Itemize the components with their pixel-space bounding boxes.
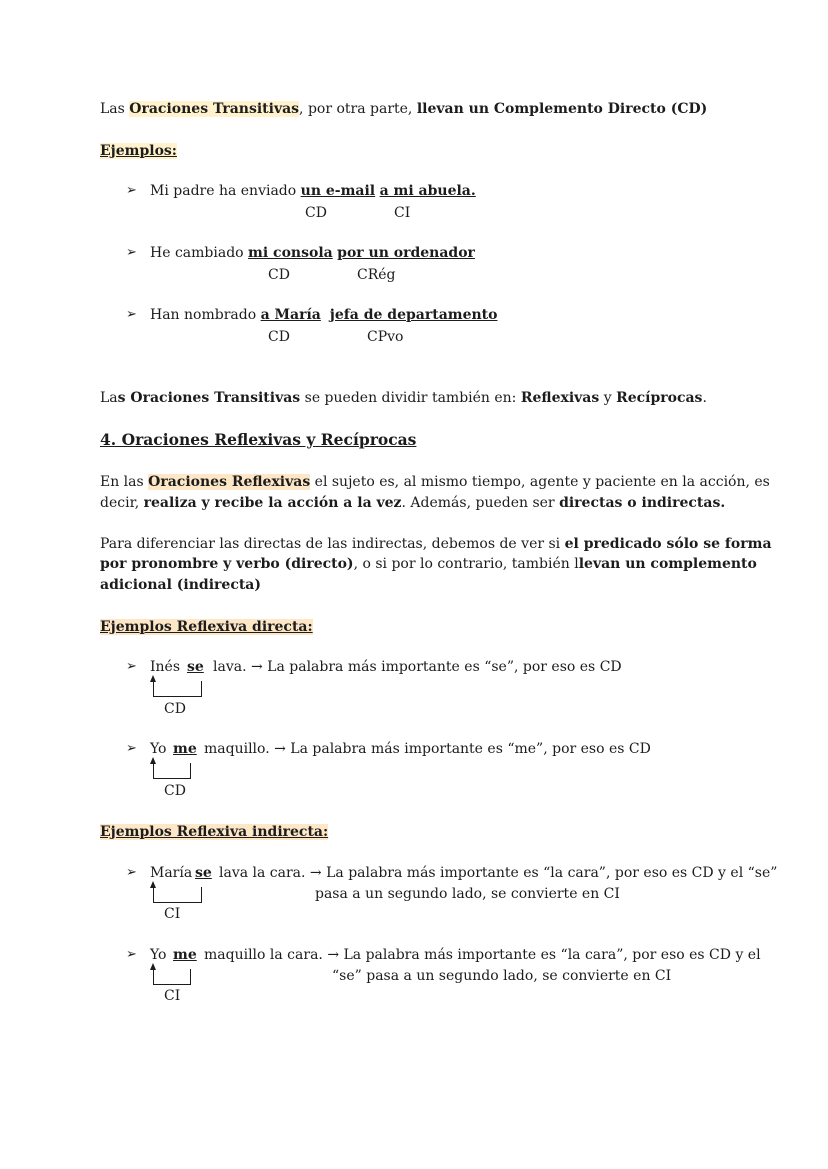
separator bbox=[321, 307, 330, 323]
arrow-up-icon bbox=[150, 675, 156, 682]
complement-b: por un ordenador bbox=[337, 245, 475, 261]
bracket-connector bbox=[153, 887, 202, 903]
arrow-up-icon bbox=[150, 881, 156, 888]
para-emphasis: el predicado sólo se forma bbox=[564, 536, 772, 552]
explanation: maquillo la cara. → La palabra más importante es “la cara”, por eso es CD y el bbox=[204, 947, 761, 963]
para-term: Oraciones Reflexivas bbox=[148, 474, 311, 490]
pronoun: se bbox=[195, 865, 212, 881]
pronoun: se bbox=[187, 659, 204, 675]
para-emphasis: por pronombre y verbo (directo) bbox=[100, 556, 354, 572]
reflexivas-line-1 bbox=[100, 472, 770, 492]
explanation-continued: “se” pasa a un segundo lado, se convierte en CI bbox=[332, 968, 672, 984]
para-emphasis: directas o indirectas. bbox=[559, 495, 726, 511]
arrow-up-icon bbox=[150, 757, 156, 764]
pronoun: me bbox=[173, 741, 197, 757]
para-emphasis: adicional (indirecta) bbox=[100, 577, 261, 593]
explanation: lava. → La palabra más importante es “se”, por eso es CD bbox=[213, 659, 622, 675]
subject: Yo bbox=[150, 741, 167, 757]
division-term: s Oraciones Transitivas bbox=[117, 390, 301, 406]
bullet-icon: ➢ bbox=[126, 659, 137, 674]
label-creg: CRég bbox=[357, 267, 396, 283]
label-cd: CD bbox=[164, 783, 186, 799]
division-text: y bbox=[599, 390, 617, 406]
division-reciprocas: Recíprocas bbox=[616, 390, 703, 406]
division-text: . bbox=[702, 390, 707, 406]
subject: Yo bbox=[150, 947, 167, 963]
intro-term: Oraciones Transitivas bbox=[129, 101, 300, 117]
complement-a: un e-mail bbox=[300, 183, 376, 199]
bullet-icon: ➢ bbox=[126, 947, 137, 962]
diferenciar-line-1 bbox=[100, 534, 772, 554]
para-text: , o si por lo contrario, también l bbox=[353, 556, 579, 572]
intro-text: Las bbox=[100, 101, 130, 117]
directa-heading-wrap bbox=[100, 617, 313, 637]
bracket-connector bbox=[153, 763, 191, 779]
label-cd: CD bbox=[164, 701, 186, 717]
example-text: He cambiado bbox=[150, 245, 249, 261]
intro-paragraph bbox=[100, 99, 707, 119]
subject: Inés bbox=[150, 659, 181, 675]
explanation-continued: pasa a un segundo lado, se convierte en CI bbox=[315, 886, 620, 902]
label-cd: CD bbox=[268, 267, 290, 283]
label-cd: CD bbox=[268, 329, 290, 345]
example-text: Han nombrado bbox=[150, 307, 261, 323]
para-text: Para diferenciar las directas de las indirectas, debemos de ver si bbox=[100, 536, 565, 552]
division-paragraph bbox=[100, 388, 707, 408]
diferenciar-line-2 bbox=[100, 554, 757, 574]
example-text: Mi padre ha enviado bbox=[150, 183, 301, 199]
para-text: decir, bbox=[100, 495, 144, 511]
intro-text: , por otra parte, bbox=[299, 101, 417, 117]
indirecta-heading-wrap bbox=[100, 822, 328, 842]
para-emphasis: levan un complemento bbox=[578, 556, 757, 572]
division-reflexivas: Reflexivas bbox=[520, 390, 600, 406]
transitive-example-3 bbox=[150, 305, 497, 325]
reflexivas-line-2 bbox=[100, 493, 725, 513]
division-text: La bbox=[100, 390, 118, 406]
subject: María bbox=[150, 865, 193, 881]
explanation: lava la cara. → La palabra más importante es “la cara”, por eso es CD y el “se” bbox=[219, 865, 778, 881]
division-text: se pueden dividir también en: bbox=[300, 390, 521, 406]
complement-a: a María bbox=[260, 307, 321, 323]
arrow-up-icon bbox=[150, 963, 156, 970]
bracket-connector bbox=[153, 969, 191, 985]
label-ci: CI bbox=[164, 988, 181, 1004]
bracket-connector bbox=[153, 681, 202, 697]
para-text: . Además, pueden ser bbox=[401, 495, 560, 511]
ejemplos-heading: Ejemplos: bbox=[100, 143, 177, 159]
intro-emphasis: llevan un Complemento Directo (CD) bbox=[416, 101, 708, 117]
label-ci: CI bbox=[164, 906, 181, 922]
bullet-icon: ➢ bbox=[126, 307, 137, 322]
complement-b: jefa de departamento bbox=[329, 307, 498, 323]
label-ci: CI bbox=[394, 205, 411, 221]
section-title: 4. Oraciones Reflexivas y Recíprocas bbox=[100, 430, 417, 449]
explanation: maquillo. → La palabra más importante es “me”, por eso es CD bbox=[204, 741, 651, 757]
para-text: En las bbox=[100, 474, 149, 490]
bullet-icon: ➢ bbox=[126, 865, 137, 880]
label-cd: CD bbox=[305, 205, 327, 221]
pronoun: me bbox=[173, 947, 197, 963]
complement-a: mi consola bbox=[248, 245, 333, 261]
indirecta-heading: Ejemplos Reflexiva indirecta: bbox=[100, 824, 329, 840]
directa-heading: Ejemplos Reflexiva directa: bbox=[100, 619, 313, 635]
transitive-example-2 bbox=[150, 243, 475, 263]
transitive-example-1 bbox=[150, 181, 476, 201]
ejemplos-heading-wrap bbox=[100, 141, 177, 161]
bullet-icon: ➢ bbox=[126, 183, 137, 198]
bullet-icon: ➢ bbox=[126, 741, 137, 756]
bullet-icon: ➢ bbox=[126, 245, 137, 260]
diferenciar-line-3 bbox=[100, 575, 261, 595]
label-cpvo: CPvo bbox=[367, 329, 404, 345]
para-emphasis: realiza y recibe la acción a la vez bbox=[143, 495, 402, 511]
complement-b: a mi abuela. bbox=[379, 183, 476, 199]
para-text: el sujeto es, al mismo tiempo, agente y paciente en la acción, es bbox=[310, 474, 770, 490]
